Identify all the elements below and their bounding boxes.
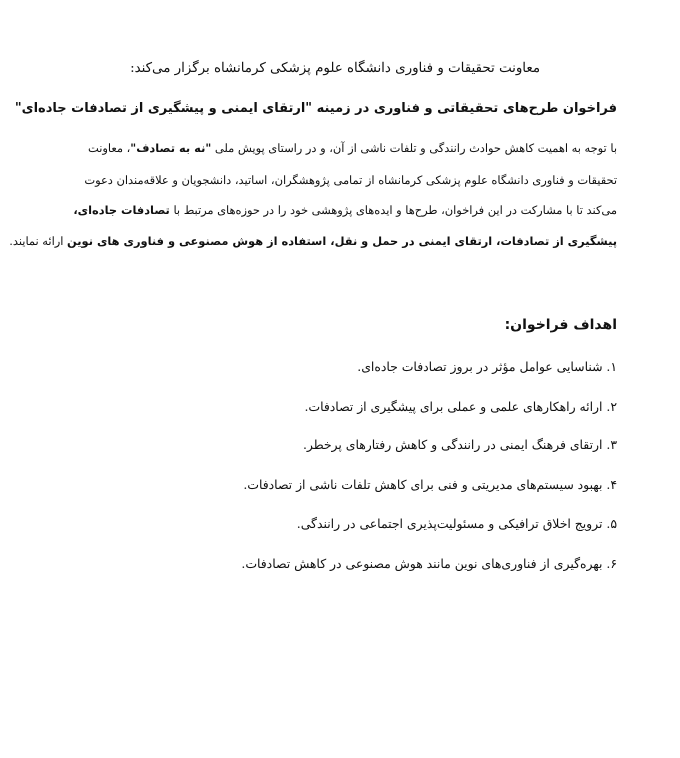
- goal-item: ۵. ترویج اخلاق ترافیکی و مسئولیت‌پذیری اجتماعی در رانندگی.: [296, 516, 617, 531]
- goal-item: ۱. شناسایی عوامل مؤثر در بروز تصادفات جاده‌ای.: [357, 359, 617, 374]
- intro-emphasis: پیشگیری از تصادفات، ارتقای ایمنی در حمل و نقل، استفاده از هوش مصنوعی و فناوری های نوین: [67, 234, 617, 248]
- intro-line-2: تحقیقات و فناوری دانشگاه علوم پزشکی کرمانشاه از تمامی پژوهشگران، اساتید، دانشجویان و علاقه‌مندان دعوت: [84, 173, 617, 187]
- intro-line-4: [9, 236, 617, 247]
- intro-text: ارائه نمایند.: [9, 234, 68, 248]
- intro-text: با توجه به اهمیت کاهش حوادث رانندگی و تلفات ناشی از آن، و در راستای پویش ملی: [211, 141, 617, 155]
- goal-item: ۳. ارتقای فرهنگ ایمنی در رانندگی و کاهش رفتارهای پرخطر.: [302, 437, 617, 452]
- intro-line-3: [73, 205, 617, 216]
- goal-item: ۲. ارائه راهکارهای علمی و عملی برای پیشگیری از تصادفات.: [304, 399, 617, 414]
- goal-item: ۶. بهره‌گیری از فناوری‌های نوین مانند هوش مصنوعی در کاهش تصادفات.: [241, 556, 617, 571]
- goal-item: ۴. بهبود سیستم‌های مدیریتی و فنی برای کاهش تلفات ناشی از تصادفات.: [243, 477, 617, 492]
- call-subtitle: فراخوان طرح‌های تحقیقاتی و فناوری در زمینه "ارتقای ایمنی و پیشگیری از تصادفات جاده‌ای": [14, 101, 617, 116]
- intro-text: ، معاونت: [88, 141, 131, 155]
- intro-emphasis: تصادفات جاده‌ای،: [73, 203, 170, 217]
- intro-line-1: [88, 143, 617, 154]
- campaign-name: "نه به تصادف": [130, 141, 212, 155]
- document-title: معاونت تحقیقات و فناوری دانشگاه علوم پزشکی کرمانشاه برگزار می‌کند:: [130, 61, 540, 76]
- goals-heading: اهداف فراخوان:: [504, 317, 617, 333]
- intro-text: می‌کند تا با مشارکت در این فراخوان، طرح‌ها و ایده‌های پژوهشی خود را در حوزه‌های مرتبط با: [169, 203, 617, 217]
